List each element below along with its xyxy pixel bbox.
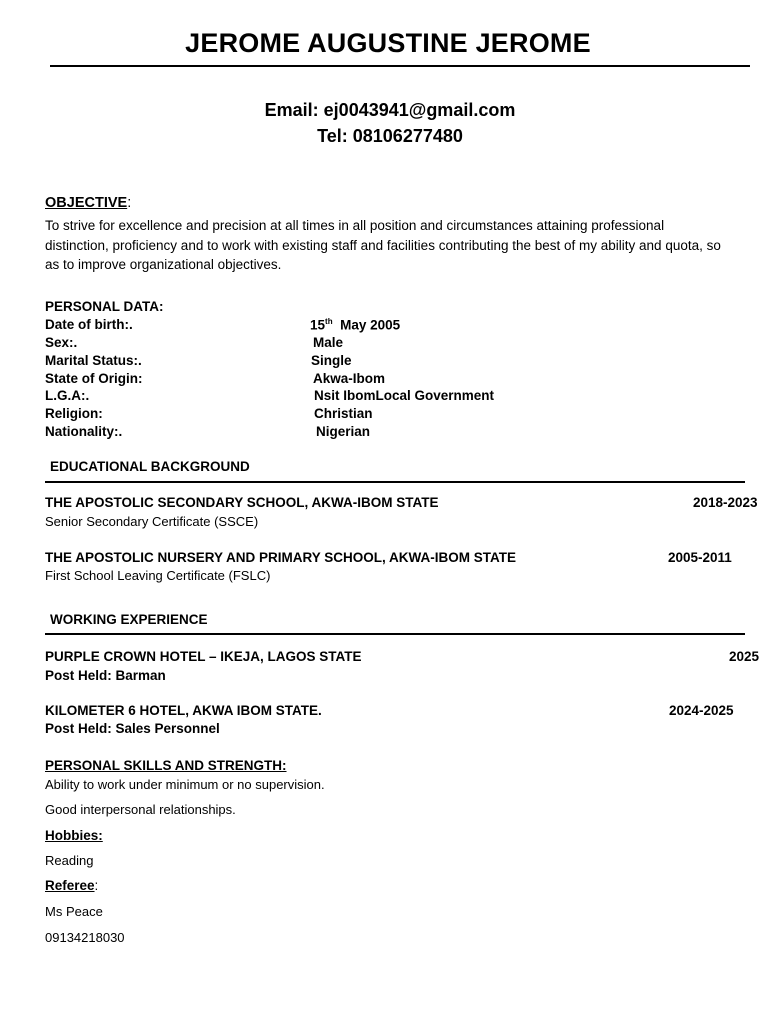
hobbies-heading: Hobbies:	[45, 828, 103, 843]
hobby-item: Reading	[45, 853, 94, 868]
objective-text: To strive for excellence and precision at all times in all position and circumstances attaining professional distinction, proficiency and to work with existing staff and facilities contributing the best of my ability and quota, so as to improve organizational objectives.	[45, 218, 721, 272]
religion-label: Religion:	[45, 406, 103, 421]
personal-data-heading: PERSONAL DATA:	[45, 299, 164, 314]
referee-phone: 09134218030	[45, 930, 125, 945]
contact-email: Email: ej0043941@gmail.com	[264, 100, 516, 120]
sex-label: Sex:.	[45, 335, 78, 350]
education-years: 2005-2011	[668, 550, 732, 565]
marital-label: Marital Status:.	[45, 353, 142, 368]
dob-suffix: th	[325, 317, 333, 326]
referee-heading: Referee	[45, 878, 95, 893]
education-years: 2018-2023	[693, 495, 758, 510]
skills-heading: PERSONAL SKILLS AND STRENGTH:	[45, 758, 287, 773]
experience-employer: KILOMETER 6 HOTEL, AKWA IBOM STATE.	[45, 703, 322, 718]
education-certificate: Senior Secondary Certificate (SSCE)	[45, 514, 259, 529]
contact-phone: Tel: 08106277480	[317, 126, 463, 146]
objective-heading-wrap: OBJECTIVE:	[45, 195, 132, 211]
skill-item: Ability to work under minimum or no supervision.	[45, 777, 325, 792]
state-value: Akwa-Ibom	[313, 371, 386, 386]
experience-divider	[45, 633, 745, 635]
dob-label: Date of birth:.	[45, 317, 133, 332]
experience-years: 2024-2025	[669, 703, 734, 718]
education-divider	[45, 481, 745, 483]
referee-heading-wrap: Referee:	[45, 878, 99, 893]
experience-heading: WORKING EXPERIENCE	[50, 612, 208, 627]
objective-heading: OBJECTIVE	[45, 195, 128, 211]
experience-employer: PURPLE CROWN HOTEL – IKEJA, LAGOS STATE	[45, 649, 362, 664]
education-certificate: First School Leaving Certificate (FSLC)	[45, 568, 271, 583]
education-school: THE APOSTOLIC NURSERY AND PRIMARY SCHOOL, AKWA-IBOM STATE	[45, 550, 517, 565]
nationality-label: Nationality:.	[45, 424, 123, 439]
header-divider	[50, 65, 750, 67]
religion-value: Christian	[314, 406, 373, 421]
dob-month-year: May 2005	[340, 317, 401, 333]
education-school: THE APOSTOLIC SECONDARY SCHOOL, AKWA-IBOM STATE	[45, 495, 439, 510]
lga-label: L.G.A:.	[45, 388, 90, 403]
candidate-name: JEROME AUGUSTINE JEROME	[185, 28, 591, 58]
marital-value: Single	[311, 353, 352, 368]
sex-value: Male	[313, 335, 344, 350]
dob-day: 15	[310, 317, 326, 333]
state-label: State of Origin:	[45, 371, 143, 386]
nationality-value: Nigerian	[316, 424, 371, 439]
referee-name: Ms Peace	[45, 904, 103, 919]
skill-item: Good interpersonal relationships.	[45, 802, 236, 817]
experience-post: Post Held: Barman	[45, 668, 166, 683]
education-heading: EDUCATIONAL BACKGROUND	[50, 459, 250, 474]
experience-post: Post Held: Sales Personnel	[45, 721, 220, 736]
lga-value: Nsit IbomLocal Government	[314, 388, 495, 403]
dob-value	[310, 317, 400, 333]
experience-years: 2025	[729, 649, 760, 664]
